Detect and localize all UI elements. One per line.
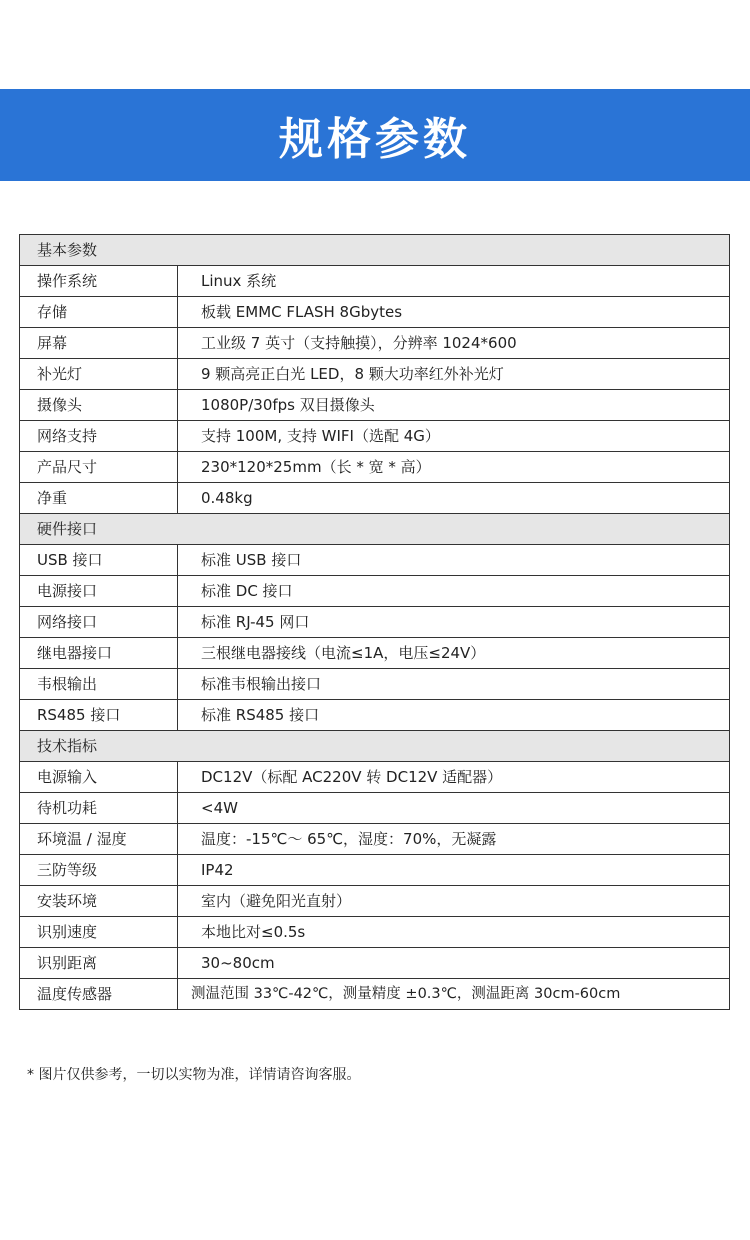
spec-key: 屏幕 [20,328,178,359]
spec-key: 待机功耗 [20,793,178,824]
spec-value: 三根继电器接线（电流≤1A，电压≤24V） [178,638,730,669]
spec-value: DC12V（标配 AC220V 转 DC12V 适配器） [178,762,730,793]
spec-value: IP42 [178,855,730,886]
spec-key: 摄像头 [20,390,178,421]
table-row [20,762,730,793]
spec-value: 标准 RJ-45 网口 [178,607,730,638]
spec-value: 工业级 7 英寸（支持触摸），分辨率 1024*600 [178,328,730,359]
spec-value: 标准 DC 接口 [178,576,730,607]
spec-value: 室内（避免阳光直射） [178,886,730,917]
section-header-row [20,235,730,266]
table-row [20,452,730,483]
table-row [20,669,730,700]
table-row [20,824,730,855]
table-row [20,638,730,669]
spec-value: 0.48kg [178,483,730,514]
spec-value: 230*120*25mm（长 * 宽 * 高） [178,452,730,483]
spec-key: 存储 [20,297,178,328]
table-row [20,483,730,514]
table-row [20,793,730,824]
table-row [20,297,730,328]
table-row [20,607,730,638]
table-row [20,266,730,297]
spec-value: Linux 系统 [178,266,730,297]
spec-key: RS485 接口 [20,700,178,731]
spec-value: 支持 100M, 支持 WIFI（选配 4G） [178,421,730,452]
spec-value: 30~80cm [178,948,730,979]
spec-key: 净重 [20,483,178,514]
spec-value: 本地比对≤0.5s [178,917,730,948]
spec-value: 标准 USB 接口 [178,545,730,576]
spec-value: 标准韦根输出接口 [178,669,730,700]
table-row [20,328,730,359]
table-row [20,979,730,1010]
table-row [20,700,730,731]
title-banner [0,89,750,181]
spec-key: 电源输入 [20,762,178,793]
spec-value: 1080P/30fps 双目摄像头 [178,390,730,421]
spec-key: 补光灯 [20,359,178,390]
spec-key: 温度传感器 [20,979,178,1010]
page-title: 规格参数 [279,114,471,165]
spec-value: 9 颗高亮正白光 LED，8 颗大功率红外补光灯 [178,359,730,390]
spec-key: 韦根输出 [20,669,178,700]
spec-key: 环境温 / 湿度 [20,824,178,855]
spec-key: 安装环境 [20,886,178,917]
table-row [20,948,730,979]
spec-key: 识别速度 [20,917,178,948]
spec-value: 温度：-15℃～ 65℃，湿度：70%，无凝露 [178,824,730,855]
disclaimer-footnote: * 图片仅供参考，一切以实物为准，详情请咨询客服。 [27,1067,361,1083]
table-row [20,886,730,917]
spec-key: 网络接口 [20,607,178,638]
table-row [20,917,730,948]
spec-value: <4W [178,793,730,824]
table-row [20,359,730,390]
table-row [20,576,730,607]
section-header-row [20,514,730,545]
spec-key: 电源接口 [20,576,178,607]
spec-value: 测温范围 33℃-42℃，测量精度 ±0.3℃，测温距离 30cm-60cm [178,979,730,1010]
spec-value: 板载 EMMC FLASH 8Gbytes [178,297,730,328]
section-title: 硬件接口 [20,514,730,545]
table-row [20,421,730,452]
table-row [20,545,730,576]
section-title: 技术指标 [20,731,730,762]
spec-key: 操作系统 [20,266,178,297]
table-row [20,855,730,886]
section-title: 基本参数 [20,235,730,266]
spec-key: 产品尺寸 [20,452,178,483]
section-header-row [20,731,730,762]
spec-table [19,234,730,1010]
table-row [20,390,730,421]
spec-key: USB 接口 [20,545,178,576]
spec-value: 标准 RS485 接口 [178,700,730,731]
spec-key: 继电器接口 [20,638,178,669]
spec-key: 识别距离 [20,948,178,979]
spec-key: 三防等级 [20,855,178,886]
spec-key: 网络支持 [20,421,178,452]
